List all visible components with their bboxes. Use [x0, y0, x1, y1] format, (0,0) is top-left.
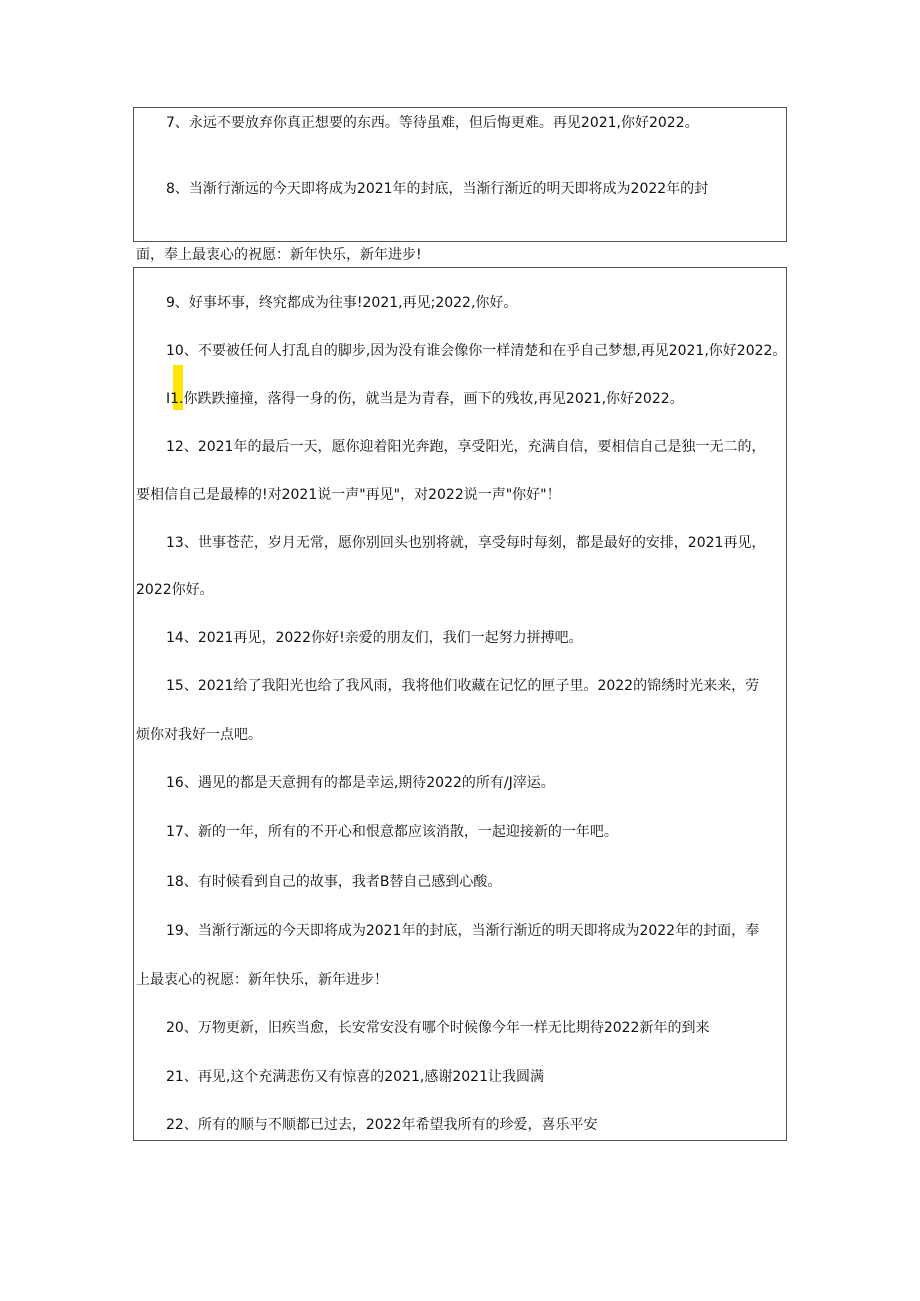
list-item: 22、所有的顺与不顺都已过去，2022年希望我所有的珍爱，喜乐平安	[166, 1117, 598, 1133]
list-item: 18、有时候看到自己的故事，我者B替自己感到心酸。	[166, 874, 502, 890]
list-item: 12、2021年的最后一天，愿你迎着阳光奔跑，享受阳光，充满自信，要相信自己是独一无二的，	[166, 439, 766, 455]
list-item: 19、当渐行渐远的今天即将成为2021年的封底，当渐行渐近的明天即将成为2022年的封面，奉	[166, 923, 760, 939]
list-item: 8、当渐行渐远的今天即将成为2021年的封底，当渐行渐近的明天即将成为2022年的封	[166, 181, 709, 197]
list-item: 7、永远不要放弃你真正想要的东西。等待虽难，但后悔更难。再见2021,你好2022。	[166, 115, 699, 131]
list-item: I1.你跌跌撞撞，落得一身的伤，就当是为青春，画下的残妆,再见2021,你好2022。	[166, 391, 684, 407]
list-item: 15、2021给了我阳光也给了我风雨，我将他们收藏在记忆的匣子里。2022的锦绣时光来来，劳	[166, 678, 760, 694]
list-item: 17、新的一年，所有的不开心和恨意都应该消散，一起迎接新的一年吧。	[166, 824, 618, 840]
list-item-continuation: 上最衷心的祝愿：新年快乐，新年进步！	[136, 972, 388, 988]
list-item: 9、好事坏事，终究都成为往事!2021,再见;2022,你好。	[166, 295, 518, 311]
list-item-continuation: 烦你对我好一点吧。	[136, 727, 262, 743]
list-item: 14、2021再见，2022你好!亲爱的朋友们，我们一起努力拼搏吧。	[166, 630, 583, 646]
list-item-continuation: 2022你好。	[136, 582, 214, 598]
list-item: 10、不要被任何人打乱自的脚步,因为没有谁会像你一样清楚和在乎自己梦想,再见2021,你好2022。	[166, 343, 787, 359]
list-item: 16、遇见的都是天意拥有的都是幸运,期待2022的所有/J滓运。	[166, 775, 555, 791]
list-item: 20、万物更新，旧疾当愈，长安常安没有哪个时候像今年一样无比期待2022新年的到来	[166, 1020, 710, 1036]
list-item: 21、再见,这个充满悲伤又有惊喜的2021,感谢2021让我圆满	[166, 1069, 544, 1085]
list-item-continuation: 要相信自己是最棒的!对2021说一声"再见"，对2022说一声"你好"！	[136, 487, 561, 503]
list-item: 13、世事苍茫，岁月无常，愿你别回头也别将就，享受每时每刻，都是最好的安排，2021再见，	[166, 535, 766, 551]
list-item-continuation: 面，奉上最衷心的祝愿：新年快乐，新年进步!	[136, 247, 422, 263]
